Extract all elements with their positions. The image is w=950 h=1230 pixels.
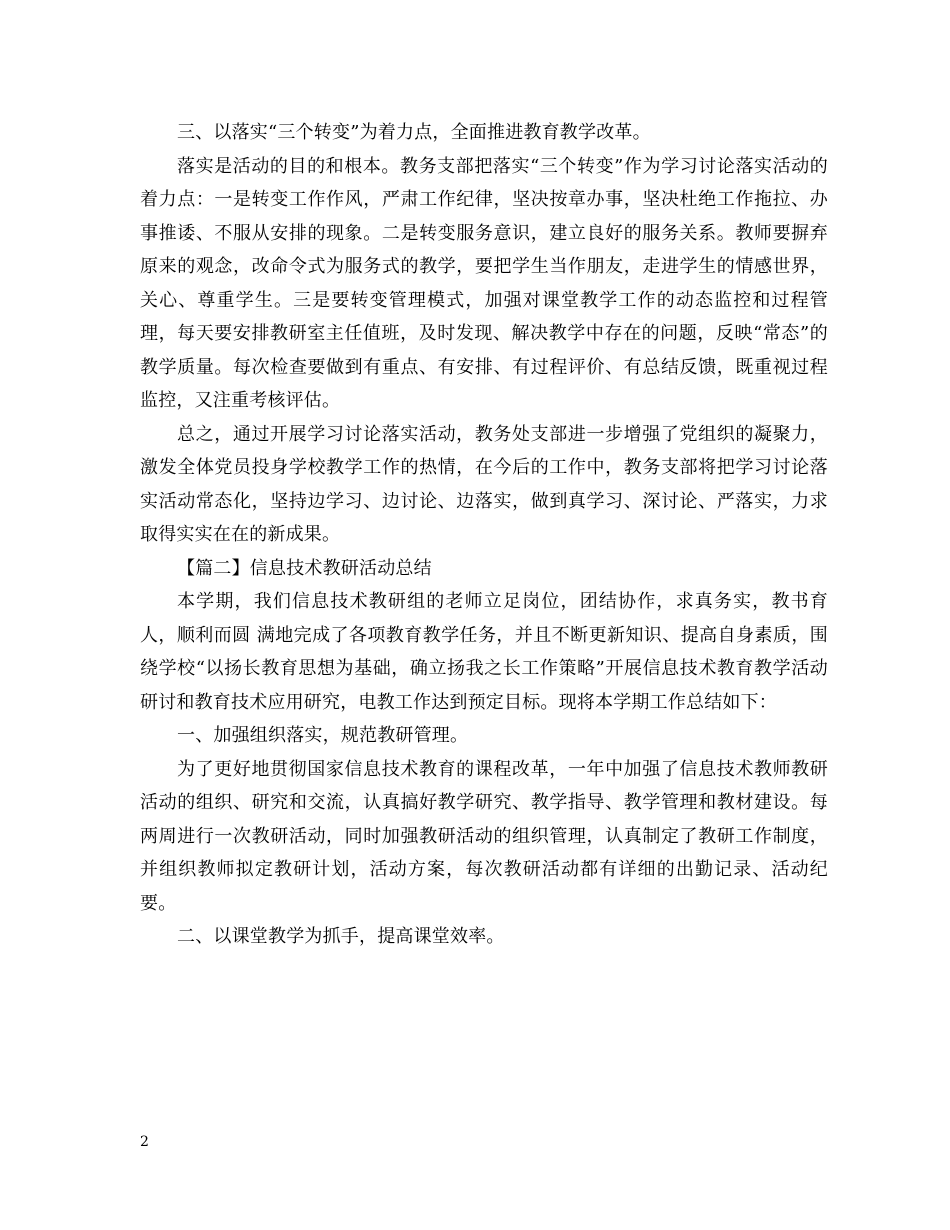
page-number: 2 xyxy=(140,1134,149,1150)
paragraph-three-transformations: 落实是活动的目的和根本。教务支部把落实“三个转变”作为学习讨论落实活动的着力点：一是转变工作作风，严肃工作纪律，坚决按章办事，坚决杜绝工作拖拉、办事推诿、不服从安排的现象。二是转变服务意识，建立良好的服务关系。教师要摒弃原来的观念，改命令式为服务式的教学，要把学生当作朋友，走进学生的情感世界，关心、尊重学生。三是要转变管理模式，加强对课堂教学工作的动态监控和过程管理，每天要安排教研室主任值班，及时发现、解决教学中存在的问题，反映“常态”的教学质量。每次检查要做到有重点、有安排、有过程评价、有总结反馈，既重视过程监控，又注重考核评估。 xyxy=(140,155,828,411)
paragraph-section-one-heading: 一、加强组织落实，规范教研管理。 xyxy=(177,725,469,746)
paragraph-conclusion: 总之，通过开展学习讨论落实活动，教务处支部进一步增强了党组织的凝聚力，激发全体党员投身学校教学工作的热情，在今后的工作中，教务支部将把学习讨论落实活动常态化，坚持边学习、边讨论、边落实，做到真学习、深讨论、严落实，力求取得实实在在的新成果。 xyxy=(140,423,828,545)
document-body xyxy=(140,116,828,954)
paragraph-teaching-research: 为了更好地贯彻国家信息技术教育的课程改革，一年中加强了信息技术教师教研活动的组织、研究和交流，认真搞好教学研究、教学指导、教学管理和教材建设。每两周进行一次教研活动，同时加强教研活动的组织管理，认真制定了教研工作制度，并组织教师拟定教研计划，活动方案，每次教研活动都有详细的出勤记录、活动纪要。 xyxy=(140,758,828,914)
paragraph-part-two-title: 【篇二】信息技术教研活动总结 xyxy=(177,557,432,579)
paragraph-semester-intro: 本学期，我们信息技术教研组的老师立足岗位，团结协作，求真务实，教书育人，顺利而圆 满地完成了各项教育教学任务，并且不断更新知识、提高自身素质，围绕学校“以扬长教育思想为基础，确立扬我之长工作策略”开展信息技术教育教学活动研讨和教育技术应用研究，电教工作达到预定目标。现将本学期工作总结如下： xyxy=(140,591,828,713)
paragraph-section-three-heading: 三、以落实“三个转变”为着力点，全面推进教育教学改革。 xyxy=(177,122,651,143)
paragraph-section-two-heading: 二、以课堂教学为抓手，提高课堂效率。 xyxy=(177,926,505,947)
